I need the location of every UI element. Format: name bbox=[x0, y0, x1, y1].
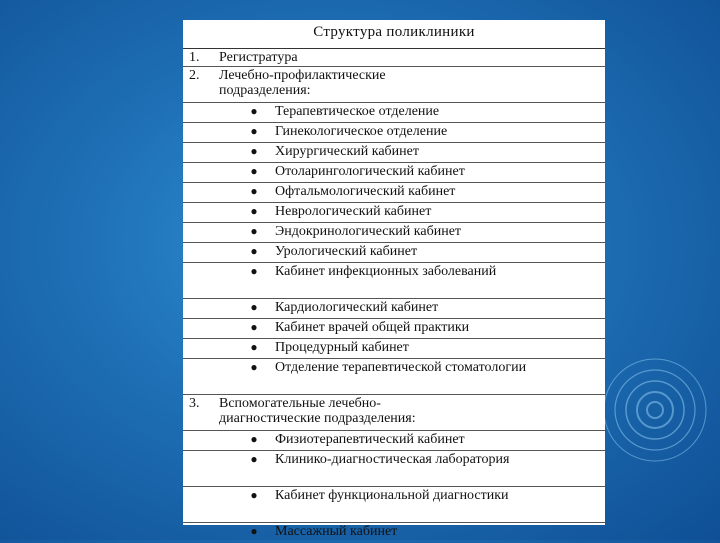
bullet-icon: ● bbox=[250, 340, 258, 354]
section-2-list bbox=[183, 103, 605, 395]
list-item-text: Урологический кабинет bbox=[275, 244, 418, 259]
list-item bbox=[183, 103, 605, 123]
list-item-text: Хирургический кабинет bbox=[275, 144, 419, 159]
list-item bbox=[183, 523, 605, 543]
list-item bbox=[183, 431, 605, 451]
bullet-icon: ● bbox=[250, 488, 258, 502]
list-item bbox=[183, 263, 605, 299]
bullet-icon: ● bbox=[250, 184, 258, 198]
section-3-list bbox=[183, 431, 605, 543]
section-title: Регистратура bbox=[219, 50, 298, 65]
bullet-icon: ● bbox=[250, 244, 258, 258]
section-title-line: подразделения: bbox=[219, 83, 311, 98]
bullet-icon: ● bbox=[250, 300, 258, 314]
list-item bbox=[183, 163, 605, 183]
section-2 bbox=[183, 67, 605, 103]
bullet-icon: ● bbox=[250, 264, 258, 278]
section-1 bbox=[183, 49, 605, 67]
list-item bbox=[183, 123, 605, 143]
list-item-text: Отоларингологический кабинет bbox=[275, 164, 465, 179]
section-title-line: Лечебно-профилактические bbox=[219, 68, 386, 83]
list-item-text: Процедурный кабинет bbox=[275, 340, 409, 355]
list-item-text: Кабинет функциональной диагностики bbox=[275, 488, 509, 503]
bullet-icon: ● bbox=[250, 360, 258, 374]
section-number: 2. bbox=[189, 68, 200, 83]
list-item-text: Кардиологический кабинет bbox=[275, 300, 439, 315]
bullet-icon: ● bbox=[250, 204, 258, 218]
list-item-text: Эндокринологический кабинет bbox=[275, 224, 462, 239]
bullet-icon: ● bbox=[250, 164, 258, 178]
bullet-icon: ● bbox=[250, 524, 258, 538]
ripple-decoration bbox=[600, 355, 710, 465]
section-title-line: Вспомогательные лечебно- bbox=[219, 396, 381, 411]
list-item bbox=[183, 243, 605, 263]
list-item bbox=[183, 183, 605, 203]
list-item-text: Терапевтическое отделение bbox=[275, 104, 440, 119]
list-item-text: Кабинет инфекционных заболеваний bbox=[275, 264, 497, 279]
list-item bbox=[183, 487, 605, 523]
bullet-icon: ● bbox=[250, 452, 258, 466]
section-number: 3. bbox=[189, 396, 200, 411]
document-title: Структура поликлиники bbox=[183, 20, 605, 49]
list-item-text: Гинекологическое отделение bbox=[275, 124, 448, 139]
list-item bbox=[183, 319, 605, 339]
bullet-icon: ● bbox=[250, 104, 258, 118]
list-item bbox=[183, 451, 605, 487]
section-title bbox=[219, 68, 605, 102]
bullet-icon: ● bbox=[250, 144, 258, 158]
list-item-text: Массажный кабинет bbox=[275, 524, 398, 539]
list-item bbox=[183, 223, 605, 243]
section-3 bbox=[183, 395, 605, 431]
section-title-line: диагностические подразделения: bbox=[219, 411, 416, 426]
section-number: 1. bbox=[189, 50, 200, 65]
list-item bbox=[183, 359, 605, 395]
list-item-text: Кабинет врачей общей практики bbox=[275, 320, 470, 335]
list-item bbox=[183, 299, 605, 319]
list-item-text: Неврологический кабинет bbox=[275, 204, 432, 219]
bullet-icon: ● bbox=[250, 224, 258, 238]
list-item bbox=[183, 143, 605, 163]
list-item-text: Физиотерапевтический кабинет bbox=[275, 432, 465, 447]
section-title bbox=[219, 396, 605, 430]
list-item bbox=[183, 203, 605, 223]
bullet-icon: ● bbox=[250, 432, 258, 446]
list-item bbox=[183, 339, 605, 359]
list-item-text: Офтальмологический кабинет bbox=[275, 184, 456, 199]
bullet-icon: ● bbox=[250, 320, 258, 334]
document-page bbox=[183, 20, 605, 539]
list-item-text: Отделение терапевтической стоматологии bbox=[275, 360, 527, 375]
list-item-text: Клинико-диагностическая лаборатория bbox=[275, 452, 510, 467]
bullet-icon: ● bbox=[250, 124, 258, 138]
